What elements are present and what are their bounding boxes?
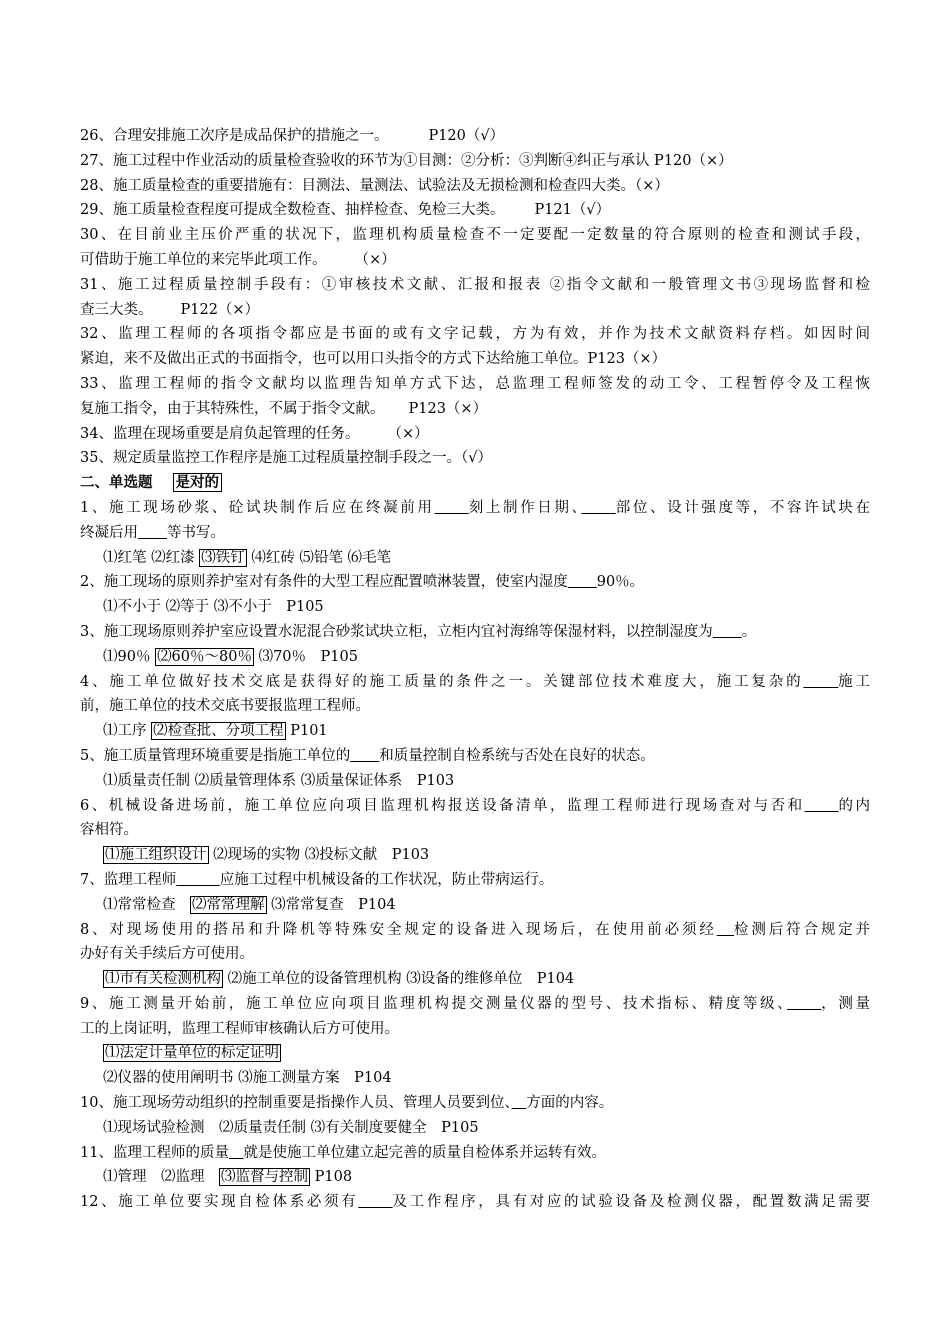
answer-box: ⑴法定计量单位的标定证明: [105, 1045, 279, 1062]
mc-question-9-line1: 9、施工测量开始前，施工单位应向项目监理机构提交测量仪器的型号、技术指标、精度等级、 ，测量: [80, 995, 870, 1012]
mc-options-10: ⑴现场试验检测 ⑵质量责任制 ⑶有关制度要健全 P105: [103, 1119, 479, 1136]
tf-item-31-line1: 31、施工过程质量控制手段有：①审核技术文献、汇报和报表 ②指令文献和一般管理文书③现场监督和检: [80, 276, 870, 293]
mc-question-1-line2: 终凝后用 等书写。: [80, 524, 225, 541]
mc-question-4-line1: 4、施工单位做好技术交底是获得好的施工质量的条件之一。关键部位技术难度大，施工复杂的 施工: [80, 673, 870, 690]
tf-item-35: 35、规定质量监控工作程序是施工过程质量控制手段之一。（√）: [80, 450, 492, 467]
tf-item-27: 27、施工过程中作业活动的质量检查验收的环节为①目测：②分析：③判断④纠正与承认 P120（×）: [80, 152, 733, 169]
mc-question-2: 2、施工现场的原则养护室对有条件的大型工程应配置喷淋装置，使室内湿度 90％。: [80, 574, 645, 591]
tf-item-34: 34、监理在现场重要是肩负起管理的任务。 （×）: [80, 425, 429, 442]
tf-item-32-line2: 紧迫，来不及做出正式的书面指令，也可以用口头指令的方式下达给施工单位。P123（×）: [80, 351, 667, 368]
section-note-boxed: 是对的: [173, 473, 223, 492]
mc-options-11: ⑴管理 ⑵监理 ⑶监督与控制 P108: [103, 1169, 353, 1186]
mc-question-6-line1: 6、机械设备进场前，施工单位应向项目监理机构报送设备清单，监理工程师进行现场查对与否和 的内: [80, 797, 870, 814]
mc-options-5: ⑴质量责任制 ⑵质量管理体系 ⑶质量保证体系 P103: [103, 772, 455, 789]
mc-question-12-line1: 12、施工单位要实现自检体系必须有 及工作程序，具有对应的试验设备及检测仪器，配置数满足需要: [80, 1194, 870, 1211]
mc-options-6: ⑴施工组织设计 ⑵现场的实物 ⑶投标文献 P103: [105, 847, 430, 864]
tf-item-33-line1: 33、监理工程师的指令文献均以监理告知单方式下达，总监理工程师签发的动工令、工程暂停令及工程恢: [80, 375, 870, 392]
mc-options-1: ⑴红笔 ⑵红漆 ⑶铁钉 ⑷红砖 ⑸铅笔 ⑹毛笔: [103, 549, 392, 566]
answer-box: ⑶铁钉: [201, 549, 245, 566]
mc-question-1-line1: 1、施工现场砂浆、砼试块制作后应在终凝前用 刻上制作日期、 部位、设计强度等，不容许试块在: [80, 499, 870, 516]
mc-options-4: ⑴工序 ⑵检查批、分项工程 P101: [103, 723, 328, 740]
mc-question-10: 10、施工现场劳动组织的控制重要是指操作人员、管理人员要到位、 方面的内容。: [80, 1095, 614, 1112]
mc-question-5: 5、施工质量管理环境重要是指施工单位的 和质量控制自检系统与否处在良好的状态。: [80, 747, 655, 764]
mc-question-8-line1: 8、对现场使用的搭吊和升降机等特殊安全规定的设备进入现场后，在使用前必须经 检测后符合规定并: [80, 921, 870, 938]
tf-item-32-line1: 32、监理工程师的各项指令都应是书面的或有文字记载，方为有效，并作为技术文献资料存档。如因时间: [80, 326, 870, 343]
mc-question-6-line2: 容相符。: [80, 822, 138, 839]
tf-item-26: 26、合理安排施工次序是成品保护的措施之一。 P120（√）: [80, 128, 505, 144]
answer-box: ⑶监督与控制: [221, 1169, 308, 1186]
section-heading: [80, 471, 870, 496]
mc-options-9: ⑵仪器的使用阐明书 ⑶施工测量方案 P104: [103, 1070, 392, 1087]
tf-item-28: 28、施工质量检查的重要措施有：目测法、量测法、试验法及无损检测和检查四大类。（×）: [80, 177, 669, 194]
mc-options-9-answer: [80, 1041, 870, 1066]
tf-item-29: 29、施工质量检查程度可提成全数检查、抽样检查、免检三大类。 P121（√）: [80, 202, 611, 219]
mc-question-9-line2: 工的上岗证明，监理工程师审核确认后方可使用。: [80, 1020, 399, 1037]
mc-options-7: ⑴常常检查 ⑵常常理解 ⑶常常复查 P104: [103, 896, 396, 913]
answer-box: ⑴市有关检测机构: [105, 971, 221, 988]
mc-options-3: ⑴90％ ⑵60％～80％ ⑶70％ P105: [103, 648, 358, 665]
mc-question-4-line2: 前，施工单位的技术交底书要报监理工程师。: [80, 698, 370, 715]
answer-box: ⑴施工组织设计: [105, 847, 207, 864]
tf-item-30-line2: 可借助于施工单位的来完毕此项工作。 （×）: [80, 251, 396, 268]
mc-question-8-line2: 办好有关手续后方可使用。: [80, 946, 254, 963]
tf-item-30-line1: 30、在目前业主压价严重的状况下，监理机构质量检查不一定要配一定数量的符合原则的检查和测试手段，: [80, 227, 870, 244]
mc-question-11: 11、监理工程师的质量 就是使施工单位建立起完善的质量自检体系并运转有效。: [80, 1144, 606, 1161]
answer-box: ⑵常常理解: [192, 896, 265, 913]
document-page: [80, 124, 870, 1215]
tf-item-31-line2: 查三大类。 P122（×）: [80, 301, 260, 318]
section-title: 二、单选题: [80, 474, 153, 492]
answer-box: ⑵60％～80％: [157, 648, 252, 665]
mc-question-7: 7、监理工程师 应施工过程中机械设备的工作状况，防止带病运行。: [80, 871, 554, 888]
mc-options-8: ⑴市有关检测机构 ⑵施工单位的设备管理机构 ⑶设备的维修单位 P104: [105, 971, 575, 988]
tf-item-33-line2: 复施工指令，由于其特殊性，不属于指令文献。 P123（×）: [80, 400, 488, 417]
mc-question-3: 3、施工现场原则养护室应设置水泥混合砂浆试块立柜，立柜内宜衬海绵等保湿材料，以控制湿度为 。: [80, 623, 757, 640]
answer-box: ⑵检查批、分项工程: [153, 723, 284, 740]
mc-options-2: ⑴不小于 ⑵等于 ⑶不小于 P105: [103, 599, 324, 616]
